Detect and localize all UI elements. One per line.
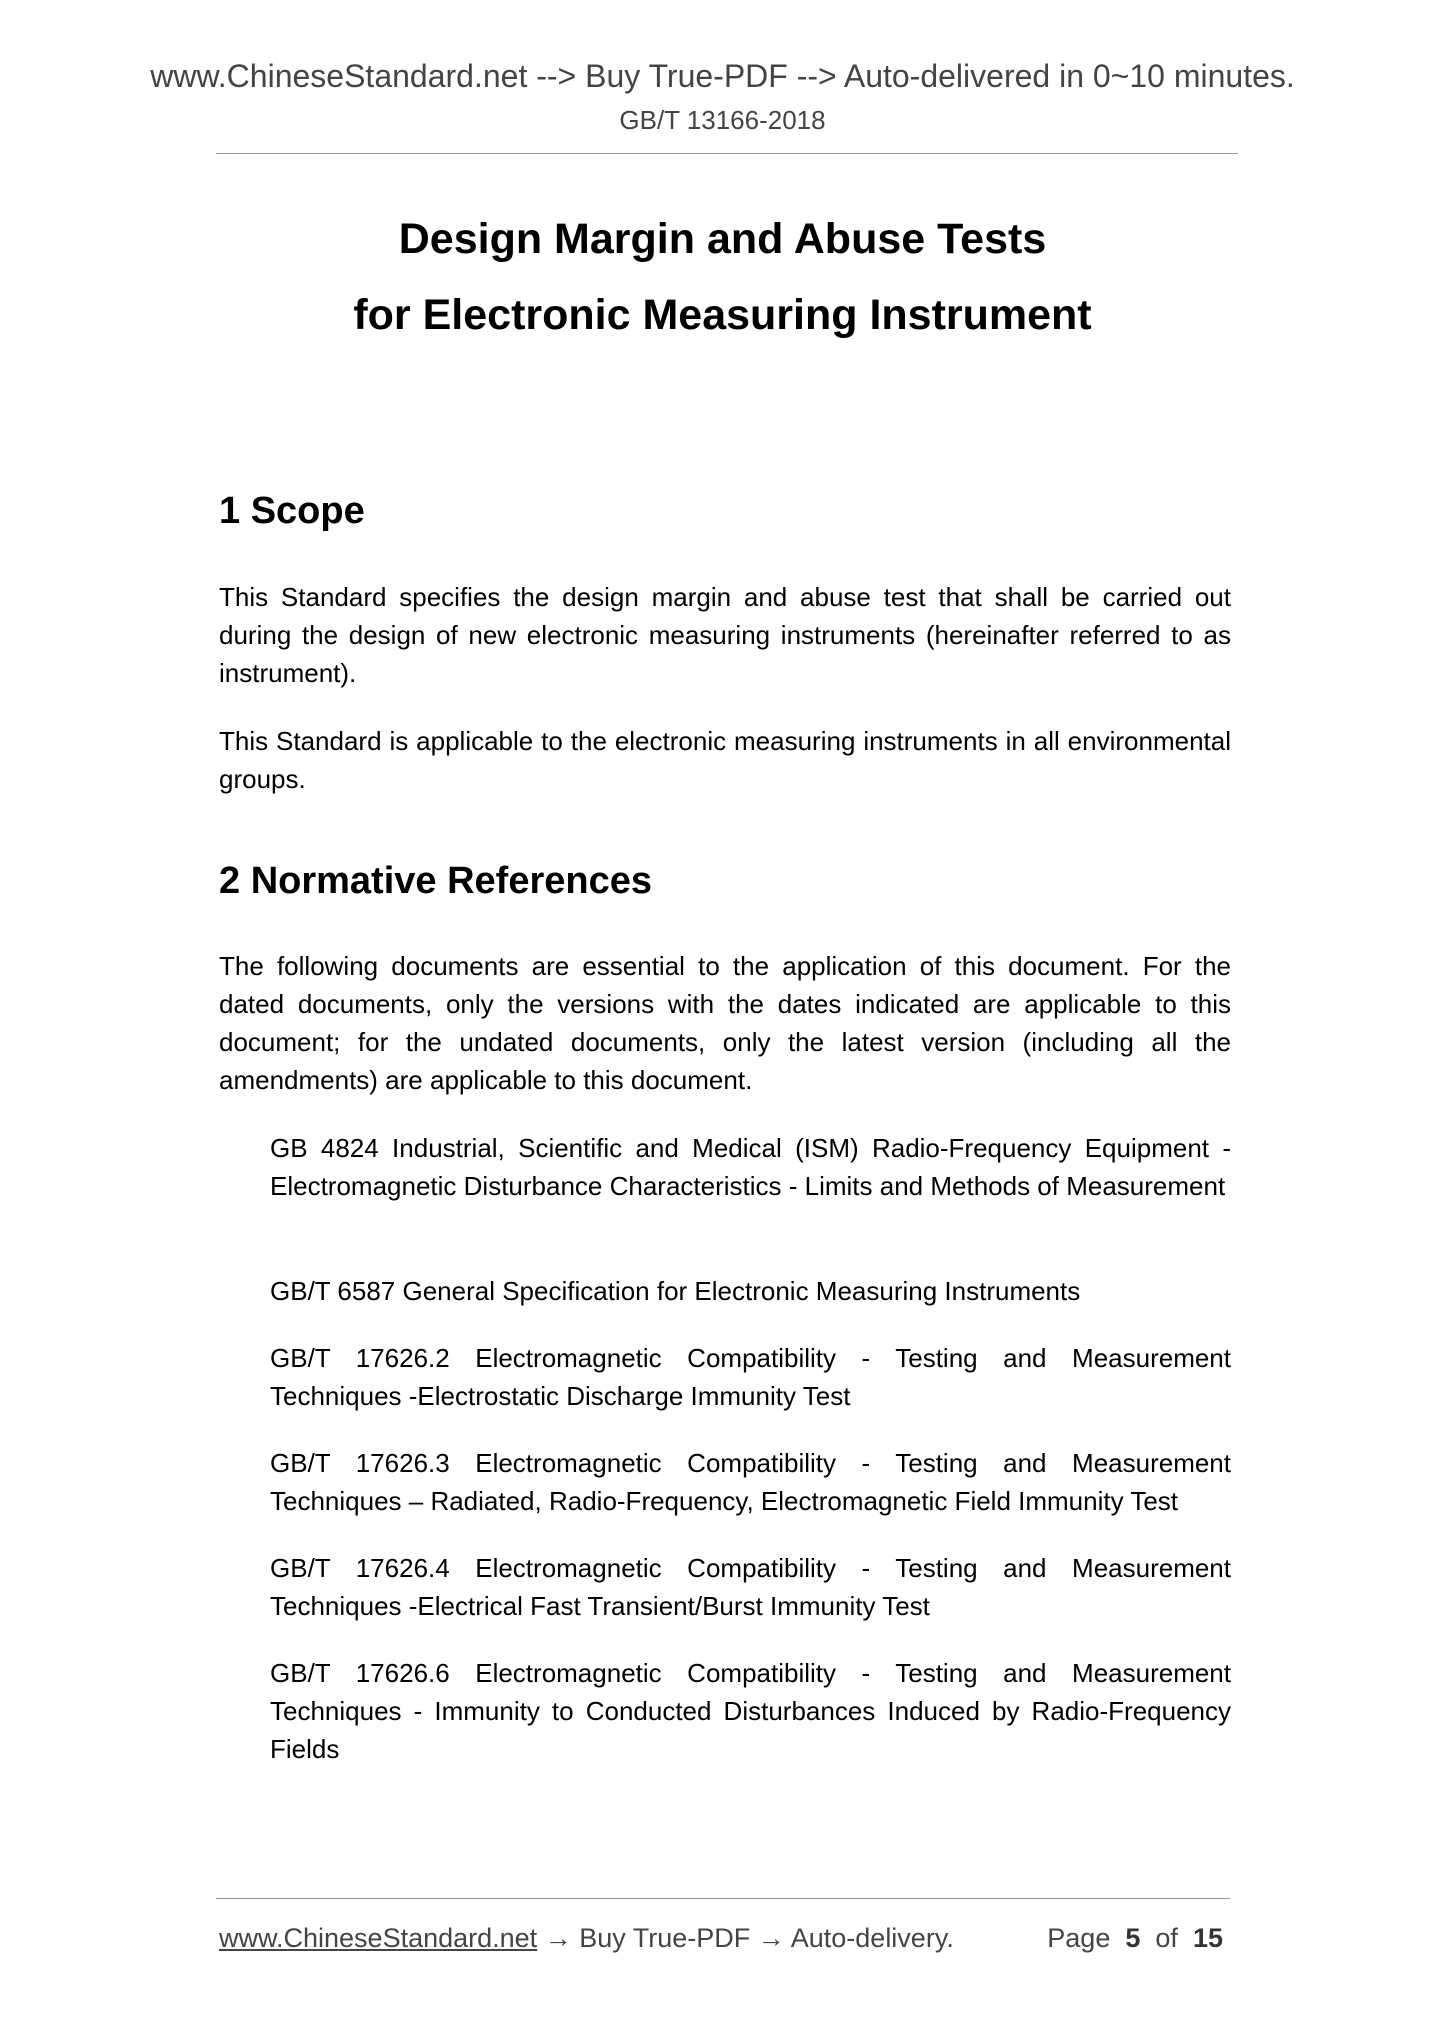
normative-intro-paragraph: The following documents are essential to the application of this document. For the dated documents, only the versions with the dates indicated are applicable to this document; for the undated documents, only the latest version (including all the amendments) are applicable to this document. — [219, 951, 1231, 1095]
header-banner: www.ChineseStandard.net --> Buy True-PDF --> Auto-delivered in 0~10 minutes. — [150, 58, 1295, 94]
reference-item: GB/T 6587 General Specification for Electronic Measuring Instruments — [270, 1276, 1081, 1306]
reference-item: GB 4824 Industrial, Scientific and Medical (ISM) Radio-Frequency Equipment - Electromagnetic Disturbance Characteristics - Limits and Methods of Measurement — [270, 1133, 1231, 1201]
page-of-label: of — [1155, 1923, 1178, 1953]
page-indicator — [1047, 1920, 1223, 1956]
reference-item: GB/T 17626.4 Electromagnetic Compatibility - Testing and Measurement Techniques -Electrical Fast Transient/Burst Immunity Test — [270, 1553, 1231, 1621]
footer-promo — [219, 1920, 954, 1956]
total-page-count: 15 — [1192, 1923, 1223, 1953]
reference-item: GB/T 17626.6 Electromagnetic Compatibility - Testing and Measurement Techniques - Immunity to Conducted Disturbances Induced by Radio-Frequency Fields — [270, 1658, 1231, 1764]
reference-item: GB/T 17626.3 Electromagnetic Compatibility - Testing and Measurement Techniques – Radiated, Radio-Frequency, Electromagnetic Field Immunity Test — [270, 1448, 1231, 1516]
footer-divider — [216, 1898, 1230, 1899]
header-divider — [216, 153, 1238, 154]
section-heading-scope: 1 Scope — [219, 490, 365, 532]
document-title-line-2: for Electronic Measuring Instrument — [353, 291, 1092, 339]
document-title-line-1: Design Margin and Abuse Tests — [398, 215, 1047, 263]
current-page-number: 5 — [1125, 1923, 1141, 1953]
standard-number: GB/T 13166-2018 — [619, 105, 826, 135]
page-label: Page — [1047, 1923, 1111, 1953]
scope-paragraph-1: This Standard specifies the design margin and abuse test that shall be carried out during the design of new electronic measuring instruments (hereinafter referred to as instrument). — [219, 582, 1231, 688]
footer-promo-text: → Buy True-PDF → Auto-delivery. — [537, 1923, 954, 1953]
section-heading-normative-references: 2 Normative References — [219, 860, 652, 902]
footer-website-link[interactable]: www.ChineseStandard.net — [219, 1923, 538, 1953]
scope-paragraph-2: This Standard is applicable to the electronic measuring instruments in all environmental groups. — [219, 726, 1231, 794]
reference-item: GB/T 17626.2 Electromagnetic Compatibility - Testing and Measurement Techniques -Electrostatic Discharge Immunity Test — [270, 1343, 1231, 1411]
